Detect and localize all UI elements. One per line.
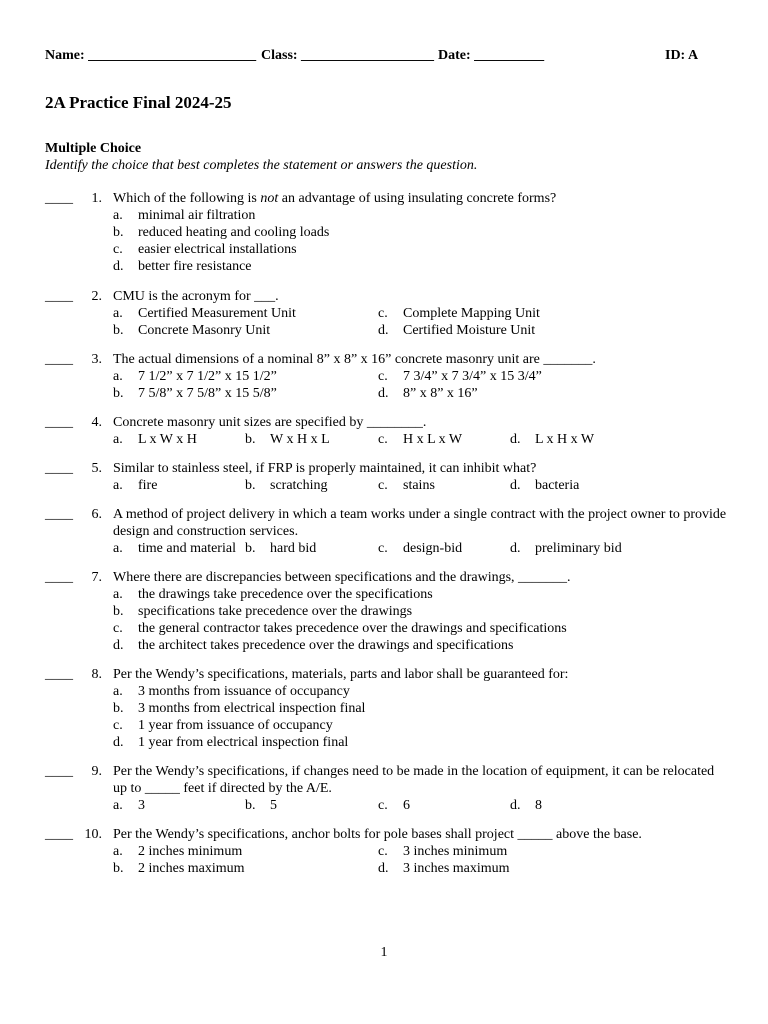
answer-blank[interactable]: ____	[45, 289, 73, 304]
question-stem: Where there are discrepancies between specifications and the drawings, _______.	[113, 570, 571, 585]
question-stem: Per the Wendy’s specifications, materials, parts and labor shall be guaranteed for:	[113, 667, 569, 682]
question-number: 4.	[91, 415, 102, 430]
question-stem: CMU is the acronym for ___.	[113, 289, 279, 304]
page-number: 1	[380, 945, 388, 960]
question-number: 7.	[91, 570, 102, 585]
answer-blank[interactable]: ____	[45, 191, 73, 206]
answer-blank[interactable]: ____	[45, 352, 73, 367]
question-number: 6.	[91, 507, 102, 522]
class-field-label: Class: ___________________	[261, 48, 435, 63]
question-number: 8.	[91, 667, 102, 682]
question-stem: The actual dimensions of a nominal 8” x 8” x 16” concrete masonry unit are _______.	[113, 352, 596, 367]
question-number: 10.	[84, 827, 102, 842]
date-field-label: Date: __________	[438, 48, 545, 63]
answer-blank[interactable]: ____	[45, 667, 73, 682]
answer-blank[interactable]: ____	[45, 570, 73, 585]
question-stem: Similar to stainless steel, if FRP is properly maintained, it can inhibit what?	[113, 461, 537, 476]
emphasis-not: not	[260, 191, 279, 206]
page-title: 2A Practice Final 2024-25	[45, 93, 232, 112]
question-stem: Concrete masonry unit sizes are specified by ________.	[113, 415, 427, 430]
name-field-label: Name: ________________________	[45, 48, 257, 63]
question-stem: Which of the following is not an advantage of using insulating concrete forms?	[113, 191, 557, 206]
answer-blank[interactable]: ____	[45, 415, 73, 430]
page: Name: ________________________ Class: ___________________ Date: __________ ID: A 2A Practice Final 2024-25 Multiple Choice Identify the choice that best completes the statement or answers the question. ____ 1. Which of the following is not an advantage of using insulating concrete forms? a. minimal air filtration b. reduced heating and cooling loads c. easier electrical installations d. better fire resistance ____ 2. CMU is the acronym for ___. a. Certified Measurement Unit c. Complete Mapping Unit b. Concrete Masonry Unit d. Certified Moisture Unit ____ 3. The actual dimensions of a nominal 8” x 8” x 16” concrete masonry unit are _______. a. 7 1/2” x 7 1/2” x 15 1/2” c. 7 3/4” x 7 3/4” x 15 3/4” b. 7 5/8” x 7 5/8” x 15 5/8” d. 8” x 8” x 16” ____ 4. Concrete masonry unit sizes are specified by ________. a. L x W x H b. W x H x L c. H x L x W d. L x H x W ____ 5. Similar to stainless steel, if FRP is properly maintained, it can inhibit what? a. fire b. scratching c. stains d. bacteria ____ 6. A method of project delivery in which a team works under a single contract with the project owner to provide design and construction services. a. time and material b. hard bid c. design-bid d. preliminary bid ____ 7. Where there are discrepancies between specifications and the drawings, _______. a. the drawings take precedence over the specifications b. specifications take precedence over the drawings c. the general contractor takes precedence over the drawings and specifications d. the architect takes precedence over the drawings and specifications ____ 8. Per the Wendy’s specifications, materials, parts and labor shall be guaranteed for: a. 3 months from issuance of occupancy b. 3 months from electrical inspection final c. 1 year from issuance of occupancy d. 1 year from electrical inspection final ____ 9. Per the Wendy’s specifications, if changes need to be made in the location of equipment, it can be relocated up to _____ feet if directed by the A/E. a. 3 b. 5 c. 6 d. 8 ____ 10. Per the Wendy’s specifications, anchor bolts for pole bases shall project _____ above the base. a. 2 inches minimum c. 3 inches minimum b. 2 inches maximum d. 3 inches maximum 1	[0, 0, 768, 1024]
section-instructions: Identify the choice that best completes the statement or answers the question.	[45, 158, 478, 173]
question-stem: Per the Wendy’s specifications, if changes need to be made in the location of equipment, it can be relocated up to _____ feet if directed by the A/E.	[113, 764, 715, 796]
answer-blank[interactable]: ____	[45, 764, 73, 779]
header	[45, 47, 705, 67]
question-number: 3.	[91, 352, 102, 367]
question-number: 2.	[91, 289, 102, 304]
section-title: Multiple Choice	[45, 141, 142, 156]
question-number: 9.	[91, 764, 102, 779]
answer-blank[interactable]: ____	[45, 461, 73, 476]
question-stem: Per the Wendy’s specifications, anchor bolts for pole bases shall project _____ above the base.	[113, 827, 642, 842]
question-number: 1.	[91, 191, 102, 206]
question-number: 5.	[91, 461, 102, 476]
answer-blank[interactable]: ____	[45, 827, 73, 842]
question-stem: A method of project delivery in which a team works under a single contract with the project owner to provide design and construction services.	[113, 507, 727, 539]
id-label: ID: A	[665, 48, 699, 63]
answer-blank[interactable]: ____	[45, 507, 73, 522]
